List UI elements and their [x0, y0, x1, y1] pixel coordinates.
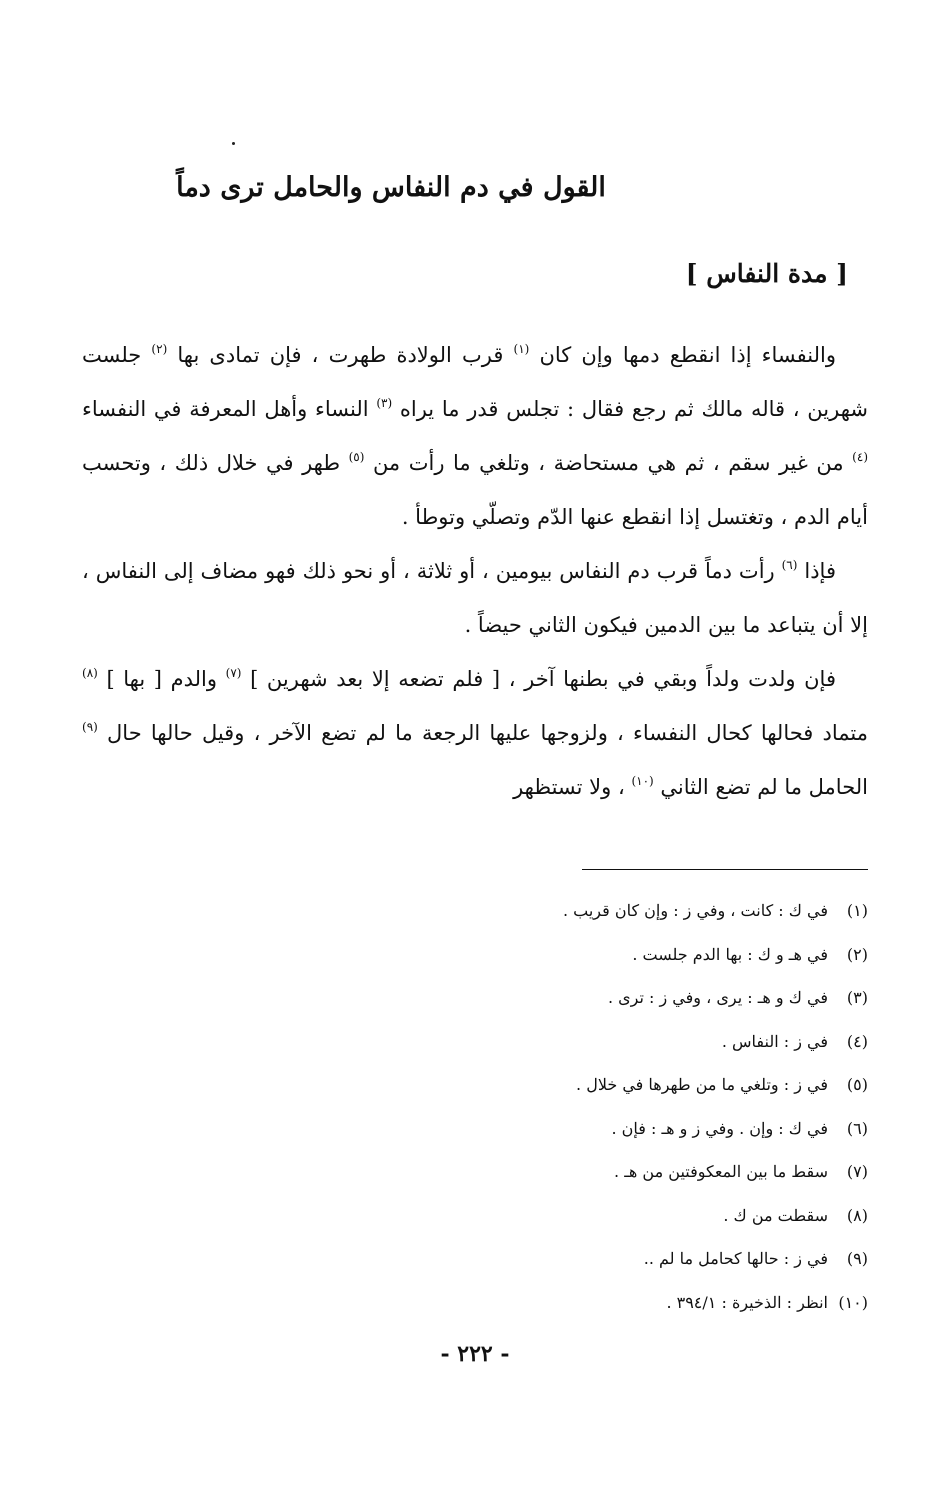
text-run: الحامل ما لم تضع الثاني: [653, 775, 868, 799]
footnote: [100, 933, 868, 977]
text-run: قرب الولادة طهرت ، فإن تمادى بها: [167, 343, 514, 367]
footnote-reference: (٧): [225, 666, 242, 680]
text-run: فإن ولدت ولداً وبقي في بطنها آخر ، [ فلم تضعه إلا بعد شهرين ]: [241, 667, 836, 691]
footnote-text: سقطت من ك .: [723, 1205, 828, 1225]
footnote: [100, 1063, 868, 1107]
footnote: [100, 1281, 868, 1325]
footnote-reference: (٦): [781, 558, 798, 572]
footnote-text: سقط ما بين المعكوفتين من هـ .: [614, 1162, 828, 1181]
footnote-number: (٢): [846, 944, 868, 964]
footnote-text: في ك : وإن . وفي ز و هـ : فإن .: [611, 1118, 828, 1138]
footnote-reference: (٢): [151, 342, 168, 356]
footnote-reference: (٥): [348, 450, 365, 464]
footnote-text: انظر : الذخيرة : ٣٩٤/١ .: [666, 1292, 828, 1312]
footnote-number: (٣): [846, 988, 868, 1007]
text-run: النساء وأهل المعرفة في النفساء: [82, 397, 377, 421]
footnote-divider: [582, 869, 868, 870]
footnote: [100, 889, 868, 933]
text-run: والدم [ بها ]: [97, 667, 226, 691]
text-run: من غير سقم ، ثم هي مستحاضة ، وتلغي ما رأت من: [364, 451, 853, 475]
footnote: [100, 1020, 868, 1064]
footnote-text: في ك : كانت ، وفي ز : وإن كان قريب .: [562, 901, 828, 920]
footnote: [100, 1150, 868, 1194]
text-run: جلست شهرين ، قاله مالك ثم رجع فقال : تجلس قدر ما يراه: [82, 343, 868, 421]
chapter-title: القول في دم النفاس والحامل ترى دماً: [176, 172, 606, 203]
section-heading: [ مدة النفاس ]: [685, 259, 848, 288]
footnote: [100, 1237, 868, 1281]
paragraph: [82, 544, 868, 652]
footnotes-list: [100, 889, 868, 1324]
text-run: متماد فحالها كحال النفساء ، ولزوجها عليها الرجعة ما لم تضع الآخر ، وقيل حالها حال: [97, 721, 868, 745]
footnote-text: في ز : وتلغي ما من طهرها في خلال .: [576, 1075, 828, 1094]
footnote: [100, 976, 868, 1020]
footnote-number: (٤): [846, 1031, 868, 1051]
footnote-reference: (١): [513, 342, 530, 356]
footnote-number: (٦): [846, 1118, 868, 1138]
text-run: ، ولا تستظهر: [513, 775, 632, 799]
footnote: [100, 1107, 868, 1151]
text-run: والنفساء إذا انقطع دمها وإن كان: [529, 343, 837, 367]
footnote-text: في ز : النفاس .: [721, 1031, 828, 1051]
footnote-reference: (٣): [376, 396, 393, 410]
paragraph: [82, 328, 868, 544]
page-number: - ٢٢٢ -: [440, 1341, 510, 1367]
footnote-number: (١٠): [838, 1292, 868, 1312]
footnote-number: (٧): [846, 1162, 868, 1181]
text-run: رأت دماً قرب دم النفاس بيومين ، أو ثلاثة ، أو نحو ذلك فهو مضاف إلى النفاس ، إلا أن يتباعد ما بين الدمين فيكون الثاني حيضاً .: [82, 559, 868, 637]
footnote-reference: (١٠): [631, 774, 654, 788]
paragraph: [82, 652, 868, 814]
footnote: [100, 1194, 868, 1238]
stray-ink-mark: [232, 142, 235, 145]
footnote-reference: (٤): [852, 450, 868, 464]
footnote-text: في هـ و ك : بها الدم جلست .: [632, 944, 828, 964]
footnote-reference: (٩): [82, 720, 98, 734]
footnote-text: في ز : حالها كحامل ما لم ..: [643, 1249, 828, 1268]
footnote-number: (٥): [846, 1075, 868, 1094]
footnote-number: (١): [846, 901, 868, 920]
main-text: [82, 328, 868, 814]
footnote-reference: (٨): [82, 666, 98, 680]
text-run: طهر في خلال ذلك ، وتحسب أيام الدم ، وتغتسل إذا انقطع عنها الدّم وتصلّي وتوطأ .: [82, 451, 868, 529]
text-run: فإذا: [797, 559, 836, 583]
footnote-text: في ك و هـ : يرى ، وفي ز : ترى .: [607, 988, 828, 1007]
footnote-number: (٨): [846, 1205, 868, 1225]
footnote-number: (٩): [846, 1249, 868, 1268]
